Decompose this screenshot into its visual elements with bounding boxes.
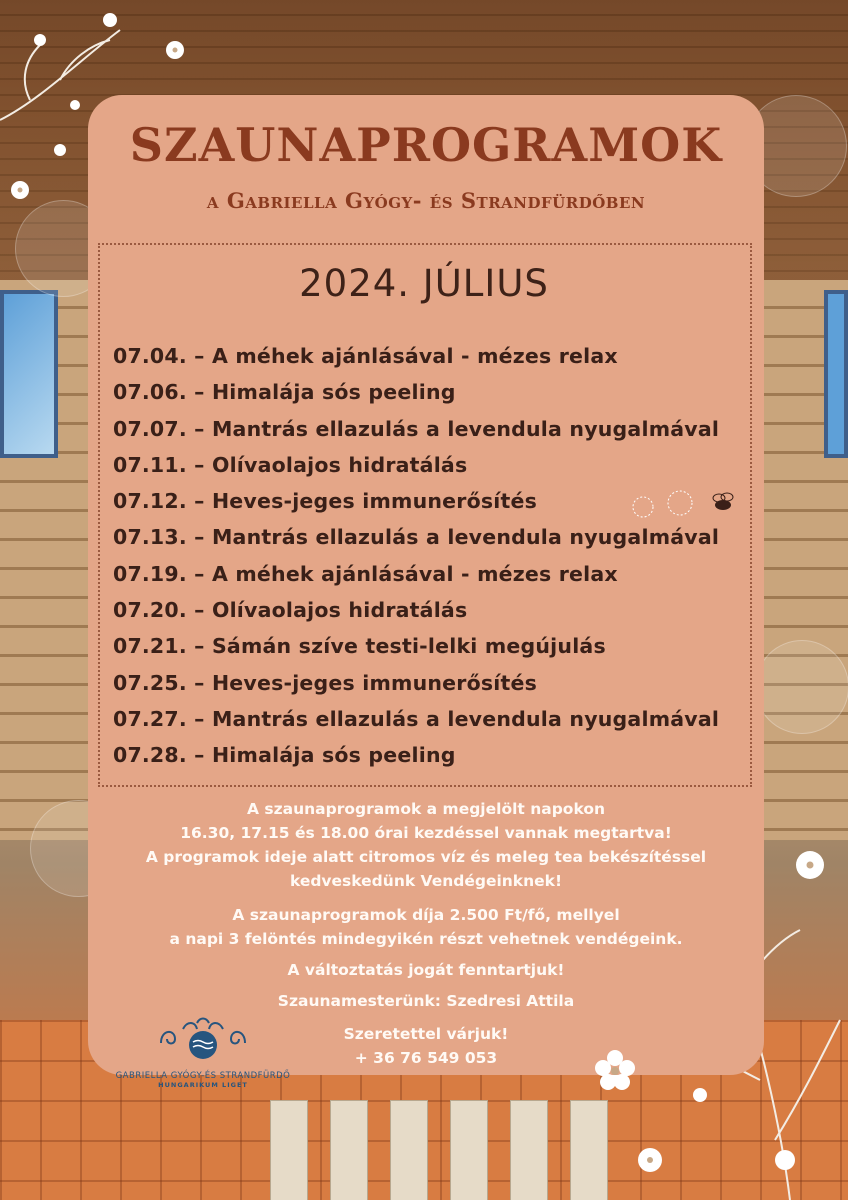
- schedule-item: 07.27. – Mantrás ellazulás a levendula nyugalmával: [113, 706, 720, 731]
- times-line-1: A szaunaprogramok a megjelölt napokon: [246, 800, 606, 818]
- spa-logo: [98, 1015, 308, 1089]
- right-window: [824, 290, 848, 458]
- bee-icon: [625, 485, 745, 530]
- times-line-2: 16.30, 17.15 és 18.00 órai kezdéssel vannak megtartva!: [180, 824, 672, 842]
- schedule-item: 07.25. – Heves-jeges immunerősítés: [113, 670, 538, 695]
- drinks-line-1: A programok ideje alatt citromos víz és meleg tea bekészítéssel: [145, 848, 707, 866]
- schedule-item: 07.07. – Mantrás ellazulás a levendula nyugalmával: [113, 416, 720, 441]
- schedule-item: 07.20. – Olívaolajos hidratálás: [113, 598, 468, 623]
- welcome-text: Szeretettel várjuk!: [343, 1025, 509, 1043]
- schedule-item: 07.11. – Olívaolajos hidratálás: [113, 452, 468, 477]
- left-window: [0, 290, 58, 458]
- bench-slat: [390, 1100, 428, 1200]
- bench-slat: [330, 1100, 368, 1200]
- schedule-item: 07.19. – A méhek ajánlásával - mézes relax: [113, 561, 618, 586]
- bench-slat: [270, 1100, 308, 1200]
- page-title: SZAUNAPROGRAMOK: [129, 118, 723, 172]
- price-line-2: a napi 3 felöntés mindegyikén részt vehetnek vendégeink.: [169, 930, 683, 948]
- logo-subtitle: HUNGARIKUM LIGET: [158, 1081, 248, 1089]
- logo-name: GABRIELLA GYÓGY-ÉS STRANDFÜRDŐ: [115, 1071, 291, 1081]
- bench-slat: [450, 1100, 488, 1200]
- schedule-list: [113, 338, 753, 774]
- sauna-master: Szaunamesterünk: Szedresi Attila: [277, 992, 575, 1010]
- month-heading: 2024. JÚLIUS: [299, 262, 549, 305]
- drinks-line-2: kedveskedünk Vendégeinknek!: [289, 872, 563, 890]
- price-line-1: A szaunaprogramok díja 2.500 Ft/fő, mellyel: [232, 906, 620, 924]
- spa-logo-emblem-icon: [153, 1015, 253, 1065]
- phone-number: + 36 76 549 053: [354, 1049, 498, 1067]
- flower-icon: [590, 1045, 640, 1095]
- schedule-item: 07.28. – Himalája sós peeling: [113, 743, 456, 768]
- schedule-item: 07.12. – Heves-jeges immunerősítés: [113, 489, 538, 514]
- bench-slat: [510, 1100, 548, 1200]
- decor-circle: [755, 640, 848, 734]
- disclaimer: A változtatás jogát fenntartjuk!: [287, 961, 565, 979]
- schedule-item: 07.04. – A méhek ajánlásával - mézes relax: [113, 344, 618, 368]
- schedule-item: 07.13. – Mantrás ellazulás a levendula nyugalmával: [113, 525, 720, 550]
- page-subtitle: a Gabriella Gyógy- és Strandfürdőben: [206, 188, 646, 213]
- schedule-item: 07.06. – Himalája sós peeling: [113, 380, 456, 405]
- schedule-item: 07.21. – Sámán szíve testi-lelki megújulás: [113, 634, 606, 659]
